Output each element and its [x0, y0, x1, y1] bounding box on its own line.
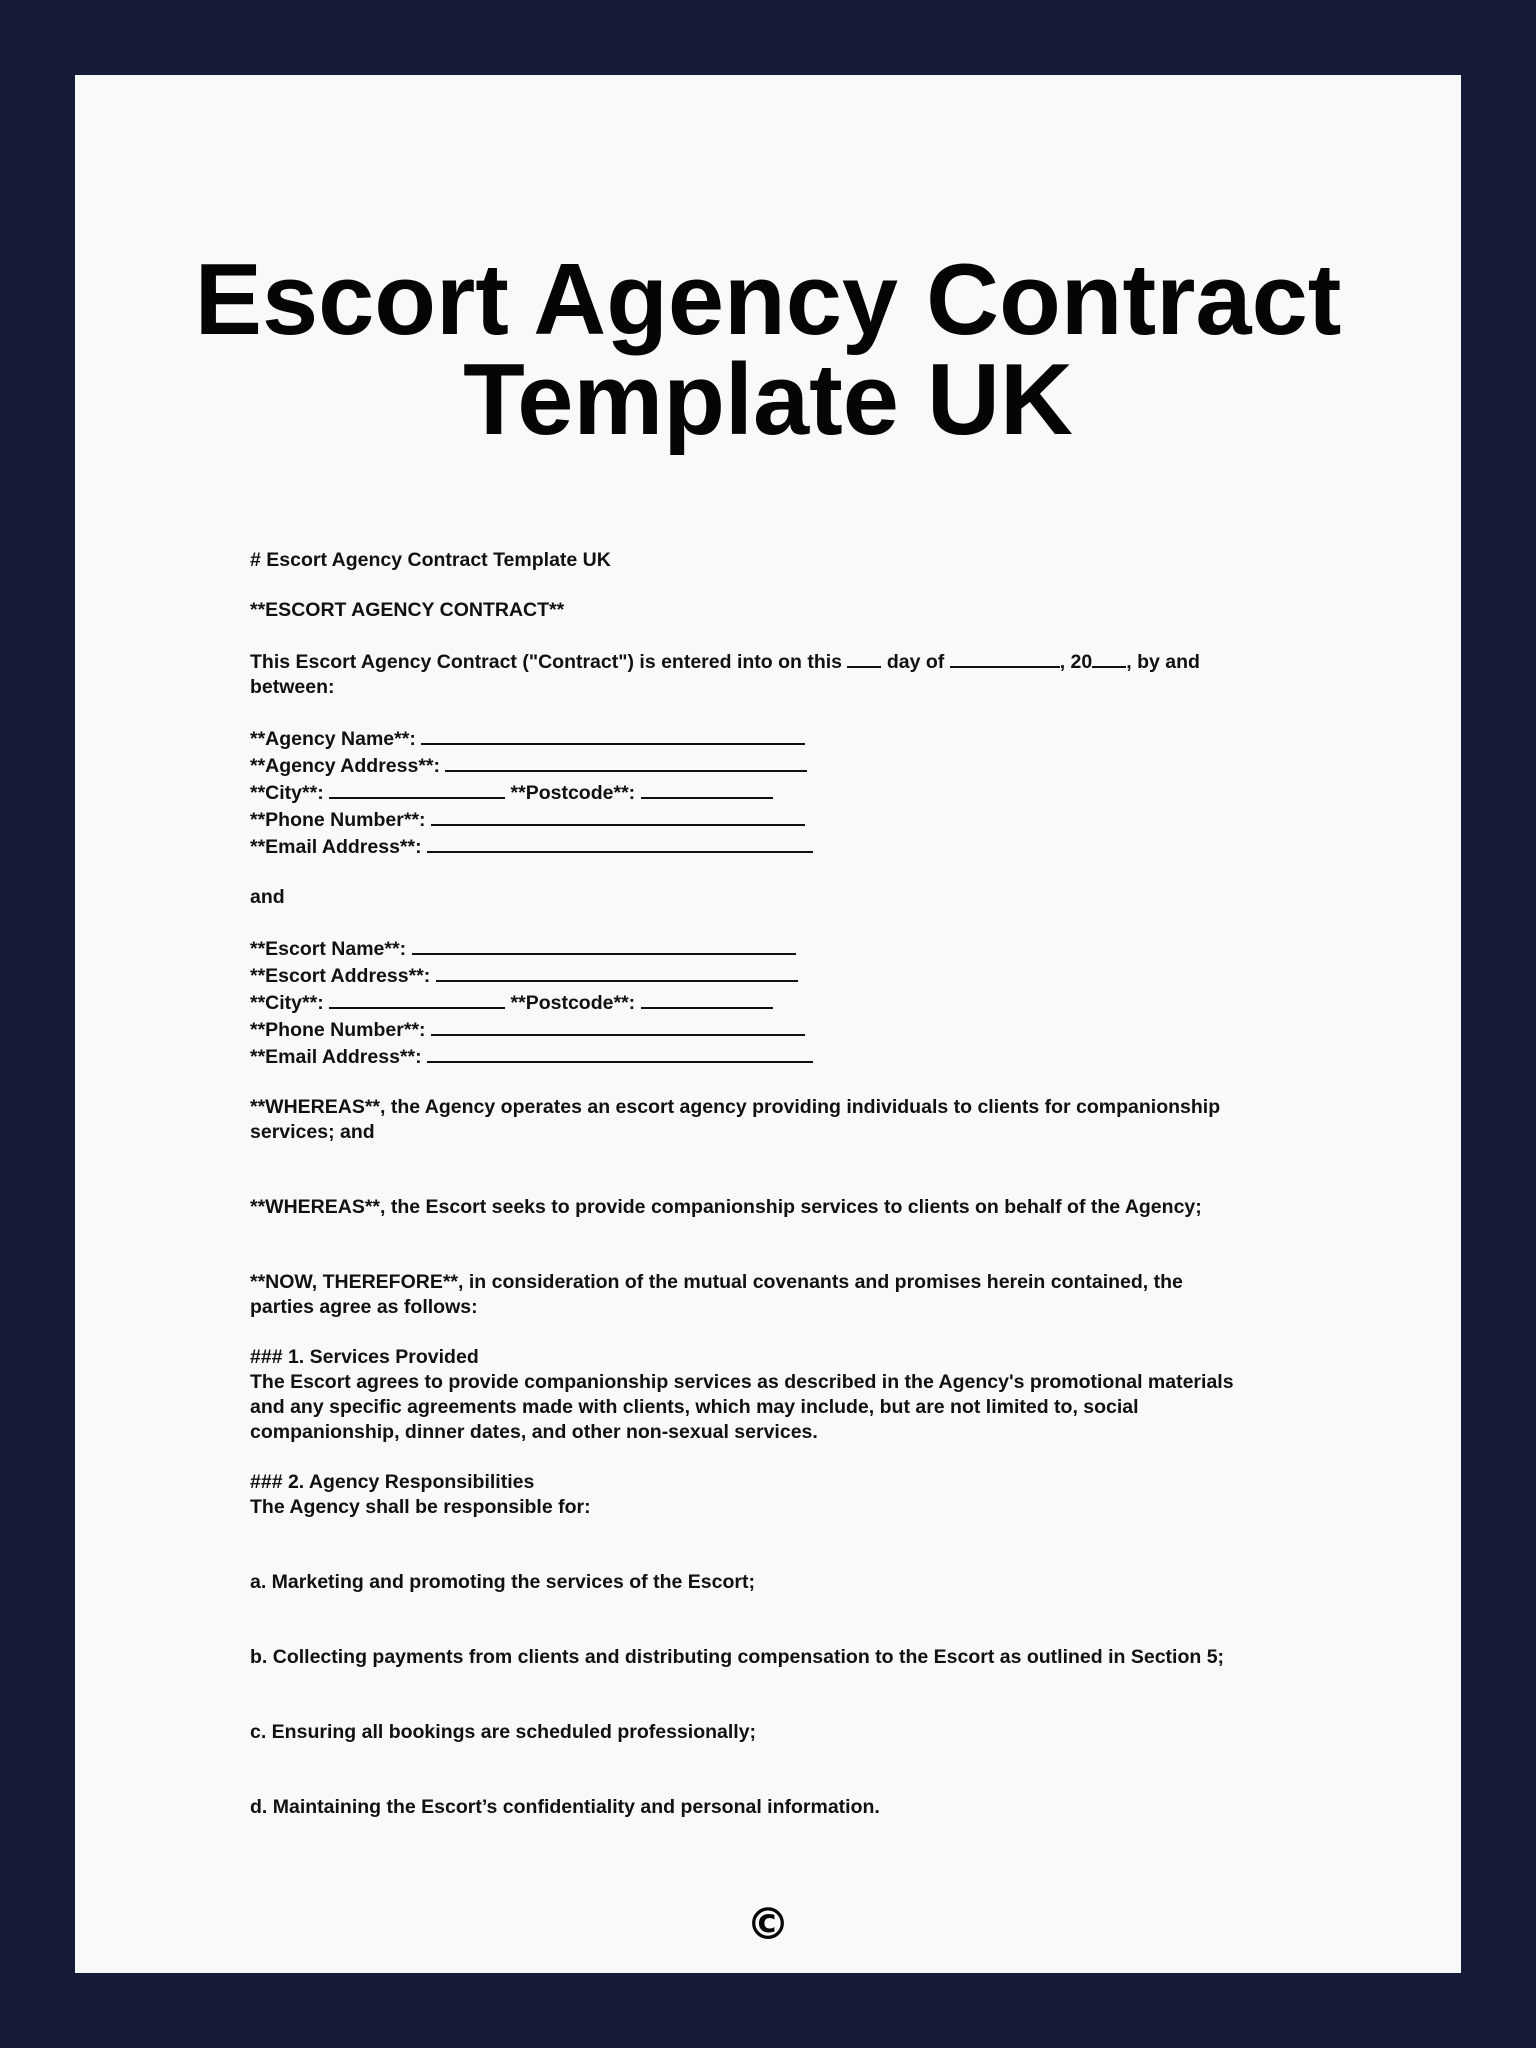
escort-city-label: **City**:	[250, 992, 324, 1014]
markdown-heading: # Escort Agency Contract Template UK	[250, 549, 611, 571]
now-therefore-clause	[250, 1270, 1350, 1320]
now-line-2: parties agree as follows:	[250, 1296, 478, 1318]
escort-phone-label: **Phone Number**:	[250, 1019, 426, 1041]
escort-name-label: **Escort Name**:	[250, 938, 407, 960]
whereas-clause-2: **WHEREAS**, the Escort seeks to provide companionship services to clients on behalf of the Agency;	[250, 1196, 1202, 1218]
agency-details	[250, 725, 1350, 860]
page-title	[75, 244, 1461, 456]
list-item: c. Ensuring all bookings are scheduled professionally;	[250, 1721, 757, 1743]
title-line-1: Escort Agency Contract	[194, 244, 1342, 356]
agency-email-blank	[427, 833, 813, 853]
agency-address-label: **Agency Address**:	[250, 755, 441, 777]
agency-city-blank	[329, 779, 505, 799]
agency-name-row	[250, 725, 1350, 752]
now-line-1: **NOW, THEREFORE**, in consideration of the mutual covenants and promises herein contained, the	[250, 1271, 1183, 1293]
intro-paragraph	[250, 648, 1350, 700]
intro-text-1: This Escort Agency Contract ("Contract") is entered into on this	[250, 651, 842, 673]
escort-city-row	[250, 989, 1350, 1016]
intro-text-3: , 20	[1059, 651, 1093, 673]
escort-name-blank	[412, 935, 796, 955]
agency-address-row	[250, 752, 1350, 779]
agency-phone-row	[250, 806, 1350, 833]
escort-email-blank	[427, 1043, 813, 1063]
escort-email-label: **Email Address**:	[250, 1046, 422, 1068]
section-2	[250, 1470, 1350, 1820]
agency-postcode-label: **Postcode**:	[510, 782, 636, 804]
escort-details	[250, 935, 1350, 1070]
title-line-2: Template UK	[463, 344, 1073, 456]
month-blank	[950, 648, 1060, 668]
agency-phone-label: **Phone Number**:	[250, 809, 426, 831]
escort-address-label: **Escort Address**:	[250, 965, 431, 987]
section-1-line-2: and any specific agreements made with clients, which may include, but are not limited to, social	[250, 1396, 1139, 1418]
section-2-intro: The Agency shall be responsible for:	[250, 1496, 591, 1518]
escort-phone-blank	[431, 1016, 805, 1036]
document-page	[75, 75, 1461, 1973]
and-text: and	[250, 886, 285, 908]
copyright-icon: ©	[746, 1899, 790, 1950]
agency-postcode-blank	[641, 779, 773, 799]
escort-city-blank	[329, 989, 505, 1009]
year-blank	[1092, 648, 1126, 668]
contract-heading: **ESCORT AGENCY CONTRACT**	[250, 599, 565, 621]
intro-text-5: between:	[250, 676, 335, 698]
agency-name-blank	[421, 725, 805, 745]
list-item: d. Maintaining the Escort’s confidentiality and personal information.	[250, 1796, 880, 1818]
whereas-clause-1	[250, 1095, 1350, 1145]
escort-name-row	[250, 935, 1350, 962]
list-item: a. Marketing and promoting the services of the Escort;	[250, 1571, 755, 1593]
agency-phone-blank	[431, 806, 805, 826]
section-1	[250, 1345, 1350, 1445]
day-blank	[847, 648, 881, 668]
agency-name-label: **Agency Name**:	[250, 728, 416, 750]
agency-city-row	[250, 779, 1350, 806]
list-item: b. Collecting payments from clients and distributing compensation to the Escort as outlined in Section 5;	[250, 1646, 1225, 1668]
section-1-heading: ### 1. Services Provided	[250, 1346, 479, 1368]
escort-address-blank	[436, 962, 798, 982]
section-1-line-3: companionship, dinner dates, and other non-sexual services.	[250, 1421, 818, 1443]
escort-postcode-label: **Postcode**:	[510, 992, 636, 1014]
escort-email-row	[250, 1043, 1350, 1070]
agency-city-label: **City**:	[250, 782, 324, 804]
escort-postcode-blank	[641, 989, 773, 1009]
contract-body	[250, 548, 1350, 1820]
section-2-heading: ### 2. Agency Responsibilities	[250, 1471, 535, 1493]
section-1-line-1: The Escort agrees to provide companionship services as described in the Agency's promotional materials	[250, 1371, 1234, 1393]
escort-phone-row	[250, 1016, 1350, 1043]
agency-address-blank	[445, 752, 807, 772]
section-1-body	[250, 1370, 1350, 1445]
intro-text-4: , by and	[1126, 651, 1200, 673]
intro-text-2: day of	[886, 651, 945, 673]
whereas-1-line-2: services; and	[250, 1121, 375, 1143]
whereas-1-line-1: **WHEREAS**, the Agency operates an escort agency providing individuals to clients for companionship	[250, 1096, 1221, 1118]
agency-email-row	[250, 833, 1350, 860]
escort-address-row	[250, 962, 1350, 989]
agency-email-label: **Email Address**:	[250, 836, 422, 858]
